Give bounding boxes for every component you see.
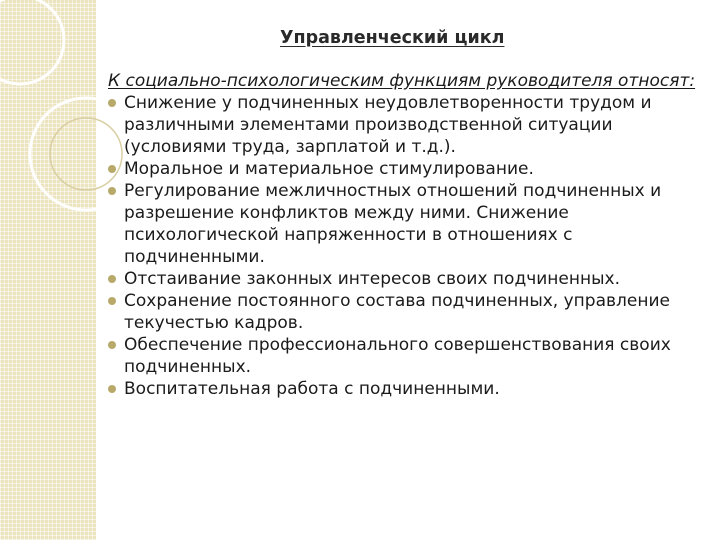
list-item-text: Снижение у подчиненных неудовлетворенности трудом и различными элементами производственной ситуации (условиями труда, зарплатой и т.д.). [124, 93, 652, 157]
list-item-text: Сохранение постоянного состава подчиненных, управление текучестью кадров. [124, 291, 670, 333]
slide-content [108, 70, 704, 400]
intro-text: К социально-психологическим функциям руководителя относят: [108, 71, 696, 91]
bullet-icon [108, 297, 116, 305]
list-item [108, 290, 704, 334]
slide-title: Управленческий цикл [280, 28, 505, 48]
bullet-icon [108, 275, 116, 283]
list-item [108, 92, 704, 158]
list-item [108, 378, 704, 400]
list-item-text: Регулирование межличностных отношений подчиненных и разрешение конфликтов между ними. Снижение психологической напряженности в отношениях с подчиненными. [124, 181, 662, 267]
list-item [108, 158, 704, 180]
list-item-text: Моральное и материальное стимулирование. [124, 159, 534, 179]
list-item-text: Воспитательная работа с подчиненными. [124, 379, 500, 399]
bullet-icon [108, 99, 116, 107]
bullet-list [108, 92, 704, 400]
bullet-icon [108, 385, 116, 393]
list-item [108, 180, 704, 268]
bullet-icon [108, 341, 116, 349]
bullet-icon [108, 165, 116, 173]
list-item-text: Обеспечение профессионального совершенствования своих подчиненных. [124, 335, 671, 377]
list-item-text: Отстаивание законных интересов своих подчиненных. [124, 269, 620, 289]
list-item [108, 268, 704, 290]
list-item [108, 334, 704, 378]
bullet-icon [108, 187, 116, 195]
